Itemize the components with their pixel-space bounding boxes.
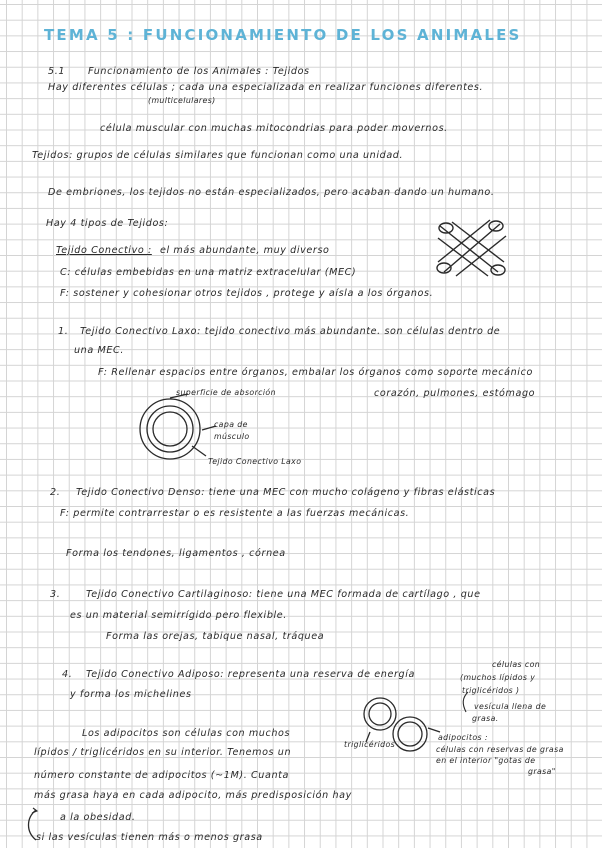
text-line: F: Rellenar espacios entre órganos, embalar los órganos como soporte mecánico — [98, 367, 533, 378]
text-line: F: permite contrarrestar o es resistente a las fuerzas mecánicas. — [60, 508, 410, 519]
diagram-label: triglicéridos — [344, 740, 396, 749]
text-line: F: sostener y cohesionar otros tejidos , protege y aísla a los órganos. — [60, 288, 434, 299]
text-line: De embriones, los tejidos no están especializados, pero acaban dando un humano. — [48, 187, 495, 198]
section-number: 5.1 — [48, 66, 66, 77]
text-line: Tejido Conectivo Denso: tiene una MEC con mucho colágeno y fibras elásticas — [76, 487, 496, 498]
diagram-label: células con — [492, 660, 541, 669]
text-line: corazón, pulmones, estómago — [374, 388, 536, 399]
text-line: es un material semirrígido pero flexible. — [70, 610, 287, 621]
diagram-label: Tejido Conectivo Laxo — [208, 457, 302, 466]
text-line: Forma las orejas, tabique nasal, tráquea — [106, 631, 325, 642]
diagram-label: grasa. — [472, 714, 499, 723]
text-line: Forma los tendones, ligamentos , córnea — [66, 548, 286, 559]
diagram-label: (muchos lípidos y — [460, 673, 536, 682]
diagram-label: adipocitos : — [438, 733, 488, 742]
diagram-label: superficie de absorción — [176, 388, 276, 397]
text-line: una MEC. — [74, 345, 124, 356]
text-line: Hay 4 tipos de Tejidos: — [46, 218, 169, 229]
diagram-label: células con reservas de grasa — [436, 745, 564, 754]
text-line: Tejido Conectivo Cartilaginoso: tiene una MEC formada de cartílago , que — [86, 589, 481, 600]
text-line: y forma los michelines — [70, 689, 192, 700]
diagram-label: en el interior "gotas de — [436, 756, 536, 765]
text-line: número constante de adipocitos (~1M). Cuanta — [34, 770, 289, 781]
section-heading: Funcionamiento de los Animales : Tejidos — [88, 66, 310, 77]
annotation-note: (multicelulares) — [148, 96, 216, 105]
diagram-label: capa de — [214, 420, 248, 429]
text-line: el más abundante, muy diverso — [160, 245, 330, 256]
arrow-icon — [458, 690, 474, 714]
item-number: 3. — [50, 589, 61, 600]
text-line: más grasa haya en cada adipocito, más predisposición hay — [34, 790, 352, 801]
bracket-arrow — [24, 808, 44, 844]
item-number: 4. — [62, 669, 73, 680]
item-number: 1. — [58, 326, 69, 337]
text-line: Tejidos: grupos de células similares que funcionan como una unidad. — [32, 150, 404, 161]
item-number: 2. — [50, 487, 61, 498]
page-title: TEMA 5 : FUNCIONAMIENTO DE LOS ANIMALES — [44, 26, 522, 44]
diagram-label: vesícula llena de — [474, 702, 547, 711]
text-line: Tejido Conectivo Laxo: tejido conectivo más abundante. son células dentro de — [80, 326, 501, 337]
text-line: célula muscular con muchas mitocondrias para poder movernos. — [100, 123, 448, 134]
adipocyte-diagram — [360, 692, 456, 756]
diagram-label: grasa" — [528, 767, 556, 776]
diagram-label: triglicéridos ) — [462, 686, 520, 695]
text-line: Los adipocitos son células con muchos — [82, 728, 291, 739]
text-line: lípidos / triglicéridos en su interior. Tenemos un — [34, 747, 292, 758]
subheading: Tejido Conectivo : — [56, 245, 152, 256]
text-line: a la obesidad. — [60, 812, 136, 823]
diagram-label: músculo — [214, 432, 250, 441]
text-line: C: células embebidas en una matriz extracelular (MEC) — [60, 267, 357, 278]
text-line: si las vesículas tienen más o menos grasa — [36, 832, 263, 843]
text-line: Tejido Conectivo Adiposo: representa una reserva de energía — [86, 669, 415, 680]
text-line: Hay diferentes células ; cada una especializada en realizar funciones diferentes. — [48, 82, 484, 93]
connective-fibers-drawing — [432, 216, 512, 280]
